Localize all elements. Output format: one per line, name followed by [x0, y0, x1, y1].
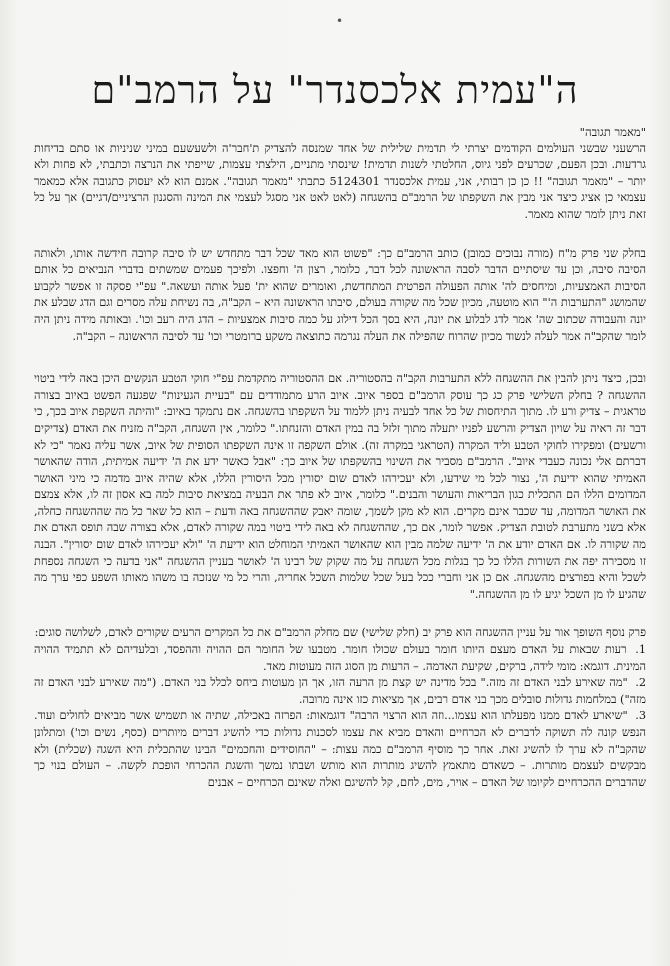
- paragraph-evil-types-intro: פרק נוסף השופך אור על עניין ההשגחה הוא פרק יב (חלק שלישי) שם מחלק הרמב"ם את כל המקרים הרעים שקורים לאדם, לשלושה סוגים:: [34, 626, 646, 640]
- intro-paragraph: הרשעני שבשני העולמים הקודמים יצרתי לי תדמית שלילית של אחד שמנסה להצדיק ת'חבר'ה ולשעשעם במיני שניניות או סתם בדיחות גרדעות. ובכן הפעם, שכרעים לפני גיוס, החלטתי לשנות תדמית! שינסתי מתניים, הילצתי עצמות, שייפתי את הנרצה וכתבתי, לא פחות ולא יותר – "מאמר תגובה" !! כן כן רבותי, אני, עמית אלכסנדר 5124301 כתבתי "מאמר תגובה". אמנם הוא לא יעסוק כתגובה אלא כמאמר עצמאי כן אציג כיצד אני מבין את השקפתו של הרמב"ם בהשגחה (לאט לאט אני מסגל לעצמי את המינה והסגנון הרציניים/דגיים) אך על כל זאת ניתן לומר שהוא מאמר.: [34, 141, 647, 221]
- list-item-number: 1.: [635, 643, 647, 657]
- stray-mark: •: [336, 14, 346, 28]
- paragraph-spacer: [34, 224, 646, 246]
- page-title: ה"עמית אלכסנדר" על הרמב"ם: [91, 68, 579, 112]
- paragraph-spacer: [34, 603, 646, 625]
- list-item-text: "מה שאירע לבני האדם זה מזה." בכל מדינה יש קצת מן הרעה הזו, אך הן מעוטות ביחס לכלל בני האדם. ("מה שאירע לבני האדם זה מזה") במלחמות גדולות סובלים מכך בני אדם רבים, אך מציאות כזו אינה מרובה.: [34, 676, 646, 706]
- intro-label: "מאמר תגובה": [579, 125, 646, 139]
- list-item: [34, 642, 646, 675]
- paragraph-moreh-nevuchim: בחלק שני פרק מ"ח (מורה נבוכים כמובן) כותב הרמב"ם כך: "פשוט הוא מאד שכל דבר מתחדש יש לו סיבה קרובה חידשה אותו, ולאותה הסיבה סיבה, וכן עד שיסתיים הדבר לסבה הראשונה לכל דבר, כלומר, רצון ה' וחפצו. ולפיכך פעמים שמשתים בדברי הנביאים כל אותם הסיבות האמצעיות, ומיחסים לה' אותה הפעולה הפרטית המתחדשת, ואומרים שהוא ית' פעל אותה ועשאה." עפ"י פסקה זו אפשר לקבוע שהמושג "התערבות ה'" הוא מוטעה, מכיון שכל מה שקורה בעולם, סיבתו הראשונה היא – הקב"ה, בה נשיחת עלה מסרים וגם הדג שבלע את יונה והעבודה שכתוב שה' אמר לדג לבלוע את יונה, היא בסך הכל דילוג על כמה סיבות אמצעיות – הדג היה רעב וכו'. ובאותה מידה ניתן היה לומר שהקב"ה אמר לעלה לנשוד מכיון שהרוח שהפילה את העלה נגרמה כתוצאה משקע ברומטרי וכו' עד לסיבה הראשונה – הקב"ה.: [34, 246, 646, 343]
- evil-types-list: [34, 642, 646, 791]
- list-item-text: "שיארע לאדם ממנו מפעלתו הוא עצמו...וזה הוא הרצוי הרבה" דוגמאות: הפרזה באכילה, שתיה או תשמיש אשר מביאים לחולים ועוד. הנפש קונה לה תשוקה לדברים לא הכרחיים והאדם מביא את עצמו לסכנות גדולות כדי להשיג דברים מיותרים (כסף, נשים וכו') ומתלונן שהקב"ה לא ערך לו להשיג זאת. אחר כך מוסיף הרמב"ם כמה עצות: – "החוסידים והחכמים" הבינו שהתכלית היא השגה (שכלית) ולא מבקשים לעצמם מותרות. – כשאדם מתאמץ להשיג מותרות הוא מותש ושבתו נמשך והשגת ההכרחי הופכת לקשה. – העולם בנוי כך שהדברים ההכרחיים לקיומו של האדם – אויר, מים, לחם, קל להשיגם ואלה שאינם הכרחיים – אבנים: [34, 709, 646, 789]
- list-item: [34, 675, 646, 708]
- list-item-number: 3.: [635, 709, 646, 723]
- document-body: [34, 124, 646, 791]
- paragraph-iyov: ובכן, כיצד ניתן להבין את ההשגחה ללא התערבות הקב"ה בהסטוריה. אם ההסטוריה מתקדמת עפ"י חוקי הטבע הנקשים היכן באה לידי ביטוי ההשגחה ? בחלק השלישי פרק כג כך עוסק הרמב"ם בספר איוב. איוב הרע מתמודדים עם "בעיית הגעינות" שפגעה הפשט באיוב בצורה טראגית – צדיק ורע לו. מתוך התיחסות של כל אחד לבעיה ניתן ללמוד על השקפתו בהשגחה. אם נתמקד באיוב: "והיתה השקפת איוב בכך, כי דבר זה ראיה על שויון הצדיק והרשע לפניו יתעלה מתוך זלזל בה במין האדם והזנחתו." כלומר, אין השגחה, הקב"ה מזניח את האדם (צדיקים ורשעים) ומפקירו לחוקי הטבע וליד המקרה (הטראגי במקרה זה). אולם השקפה זו אינה השקפתו הסופית של איוב, אשר עליה נאמר "כי לא דברתם אלי נכונה כעבדי איוב". הרמב"ם מסביר את השינוי בהשקפתו של איוב כך: "אבל כאשר ידע את ה' ידיעה אמיתית, הודה שהאושר האמיתי שהוא ידיעת ה', נצור לכל מי שידעו, ולא יעכירהו לאדם שום יסורין מכל היסורין הללו, אלא שהיה איוב מדמה כי מיני האושר המדומים הללו הם התכלית כגון הבריאות והעושר והבנים." כלומר, איוב לא פתר את הבעיה במציאת סיבות למה בא אסון זה לו, אלא צמצם את האושר המדומה, עד שכבר אינם מקרים. הוא לא מקן לשמך, שומה יאבק שההשגחה באה ודעת – הוא כל שאר כל מה שההשגחה כחלה, אלא בשני מתערבת לטובת הצדיק. אפשר לומר, אם כך, שההשגחה לא באה לידי ביטוי במה שקורה לאדם, אלא בצורה שבה תופס האדם את מה שקורה לו. אם האדם יודע את ה' ידיעה שלמה מבין הוא שהאושר האמיתי המוחלט הוא ידיעת ה' "ולא יעכירהו לאדם שום יסורין". הבנה זו מסבירה יפה את השורות הללו כל כך בגלות מכל השגחה על מה שקוק של רבינו ה' לאושר בעניין ההשגחה "אני בדעה כי השגחה נספחת לשכל והיא בפורצים מהשגחה. אם כן אני וחברי ככל בעל שכל שלמות השכל אחריה, והרי כל מי שנזכה בו משהו מאותו השפע כפי ערך מה שהגיע לו מן השכל יגיע לו מן ההשגחה.": [34, 372, 646, 601]
- list-item-number: 2.: [635, 676, 646, 690]
- list-item-text: רעות שבאות על האדם מעצם היותו חומר בעולם שכולו חומר. מטבעו של החומר הם ההויה וההפסד, ובלעדיהם לא תתמיד ההויה המינית. דוגמא: מומי לידה, ברקים, שקיעת האדמה. – הרעות מן הסוג הזה מעוטות מאד.: [34, 643, 646, 673]
- paragraph-spacer: [34, 345, 646, 371]
- list-item: [34, 708, 646, 791]
